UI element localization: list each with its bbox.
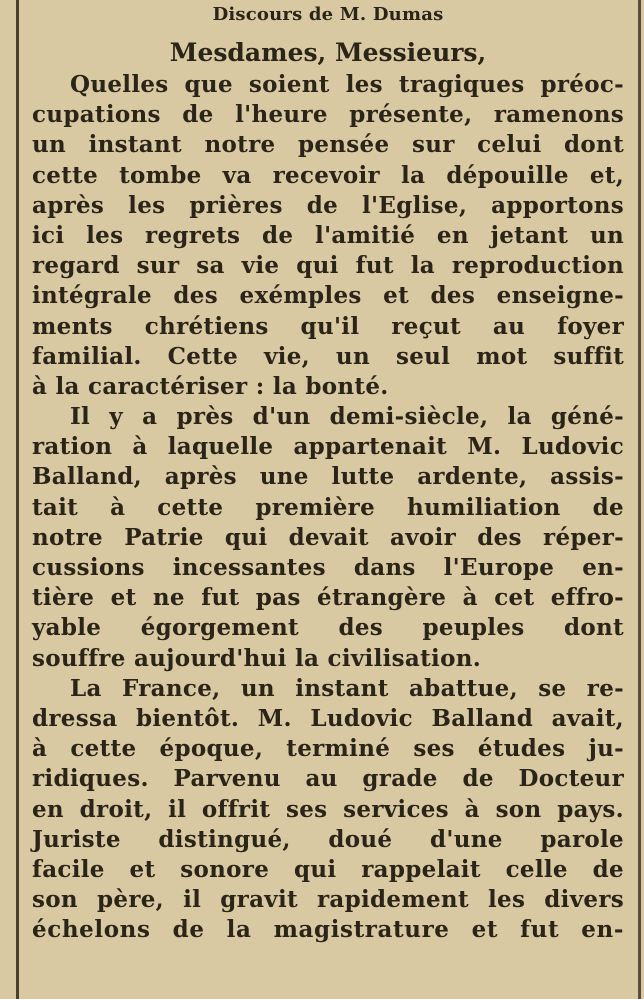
text-line: échelons de la magistrature et fut en- — [32, 916, 624, 944]
column-rule-right — [638, 0, 641, 999]
text-line: ici les regrets de l'amitié en jetant un — [32, 221, 624, 249]
text-line: cette tombe va recevoir la dépouille et, — [32, 161, 624, 189]
text-line: son père, il gravit rapidement les divers — [32, 886, 624, 914]
text-line: Il y a près d'un demi-siècle, la géné- — [70, 403, 624, 431]
text-line: familial. Cette vie, un seul mot suffit — [32, 342, 624, 370]
paragraph-3 — [32, 674, 624, 946]
text-line: ration à laquelle appartenait M. Ludovic — [32, 433, 624, 461]
text-line: yable égorgement des peuples dont — [32, 614, 624, 642]
text-line: ments chrétiens qu'il reçut au foyer — [32, 312, 624, 340]
salutation: Mesdames, Messieurs, — [169, 38, 487, 67]
article-column — [32, 0, 624, 945]
text-line: Balland, après une lutte ardente, assis- — [32, 463, 624, 491]
text-line: intégrale des exémples et des enseigne- — [32, 282, 624, 310]
text-line: cussions incessantes dans l'Europe en- — [32, 554, 624, 581]
text-line: à la caractériser : la bonté. — [32, 372, 389, 400]
paragraph-2 — [32, 402, 624, 674]
text-line: après les prières de l'Eglise, apportons — [32, 191, 624, 219]
column-rule-left — [16, 0, 19, 999]
text-line: Quelles que soient les tragiques préoc- — [70, 71, 624, 98]
text-line: dressa bientôt. M. Ludovic Balland avait, — [32, 704, 624, 732]
text-line: Juriste distingué, doué d'une parole — [32, 825, 624, 853]
text-line: en droit, il offrit ses services à son pays. — [32, 795, 624, 823]
text-line: un instant notre pensée sur celui dont — [32, 131, 624, 159]
text-line: souffre aujourd'hui la civilisation. — [32, 644, 482, 672]
text-line: tait à cette première humiliation de — [32, 493, 624, 521]
text-line: cupations de l'heure présente, ramenons — [32, 101, 624, 129]
text-line: facile et sonore qui rappelait celle de — [32, 855, 624, 883]
text-line: tière et ne fut pas étrangère à cet effro- — [32, 584, 624, 612]
paragraph-1 — [32, 70, 624, 402]
text-line: ridiques. Parvenu au grade de Docteur — [32, 765, 624, 793]
text-line: La France, un instant abattue, se re- — [70, 674, 624, 702]
text-line: regard sur sa vie qui fut la reproduction — [32, 252, 624, 280]
article-heading: Discours de M. Dumas — [212, 4, 444, 25]
text-line: notre Patrie qui devait avoir des réper- — [32, 523, 624, 551]
text-line: à cette époque, terminé ses études ju- — [32, 735, 624, 763]
